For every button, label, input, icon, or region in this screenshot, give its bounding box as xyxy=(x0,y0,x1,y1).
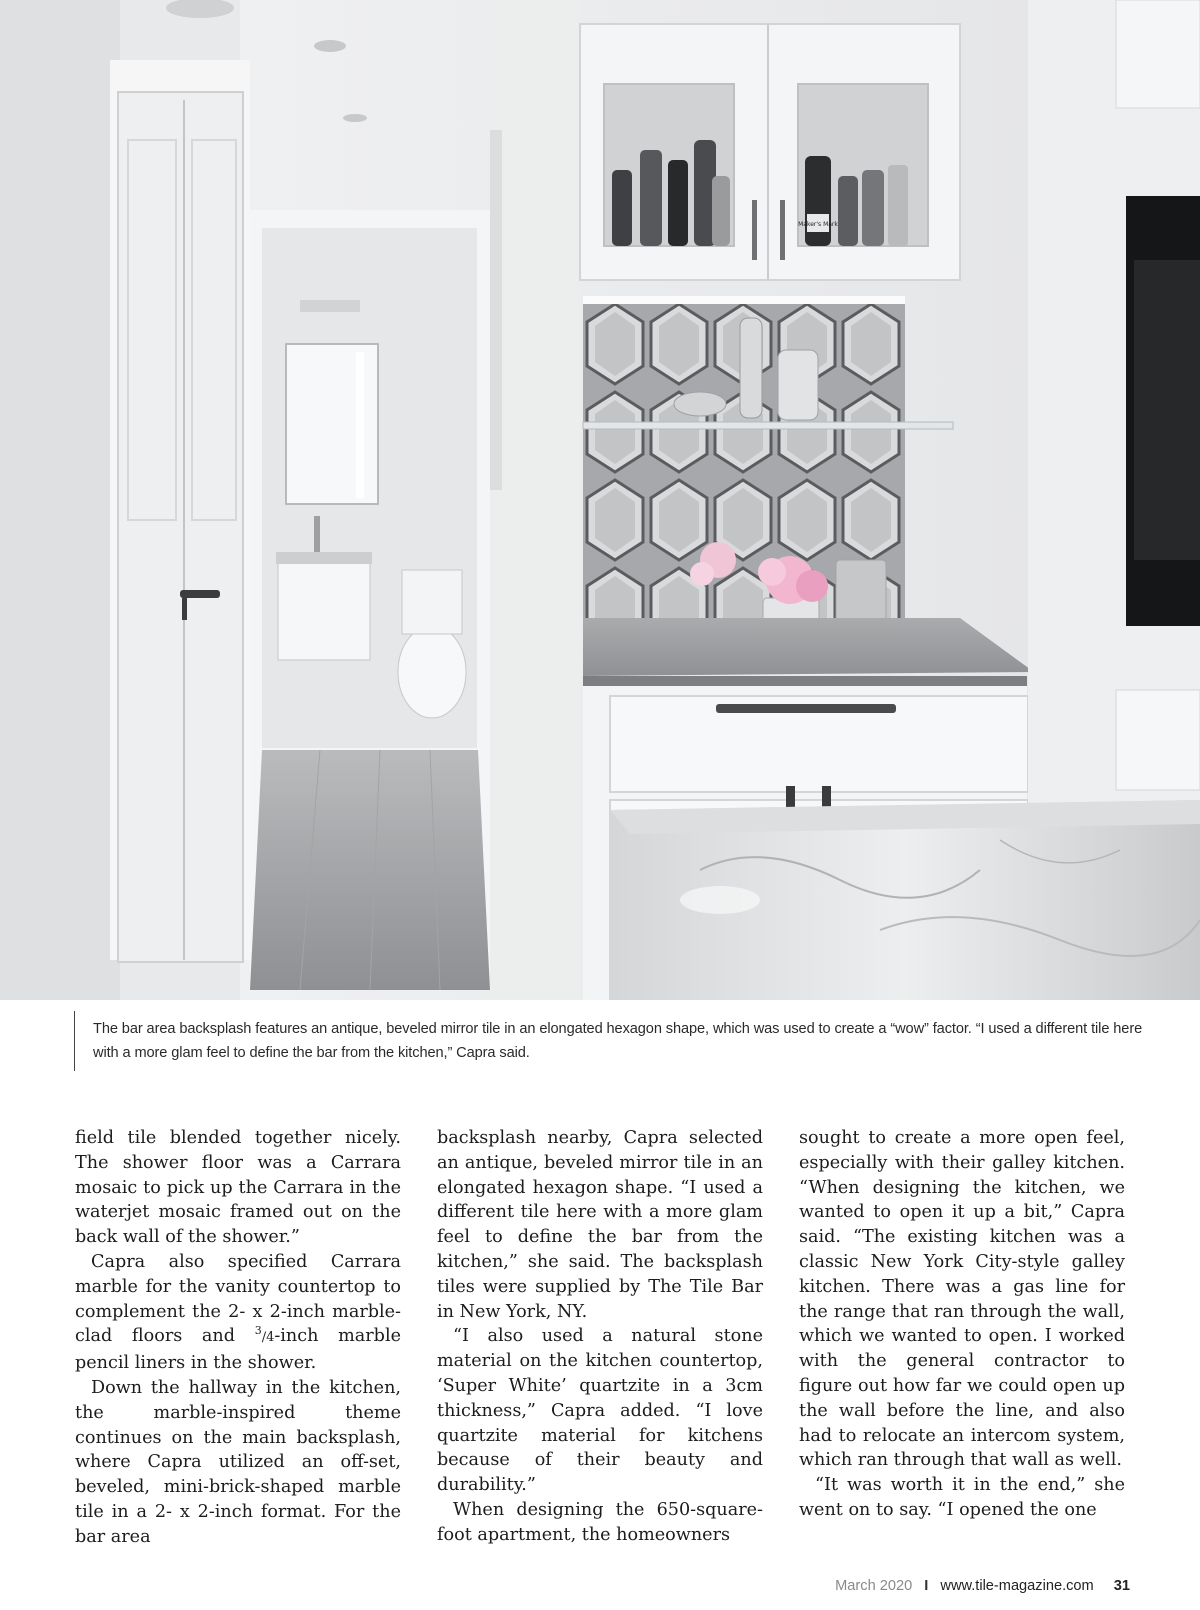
page-footer xyxy=(835,1578,1130,1594)
paragraph-text: -inch marble pencil liners in the shower. xyxy=(75,1326,401,1374)
bottle-label: Maker's Mark xyxy=(798,221,838,228)
issue-date: March 2020 xyxy=(835,1578,913,1594)
paragraph: Down the hallway in the kitchen, the marble-inspired theme continues on the main backsplash, where Capra utilized an off-set, beveled, mini-brick-shaped marble tile in a 2- x 2-inch format. For the bar area xyxy=(75,1377,401,1547)
paragraph-text: Capra also specified Carrara marble for the vanity countertop to complement the 2- x 2-inch marble-clad floors and xyxy=(75,1251,401,1347)
article-column-3 xyxy=(799,1126,1125,1523)
paragraph: backsplash nearby, Capra selected an antique, beveled mirror tile in an elongated hexagon shape. “I used a different tile here with a more glam feel to define the bar from the kitchen,” she said. The backsplash tiles were supplied by The Tile Bar in New York, NY. xyxy=(437,1128,763,1322)
article-column-1 xyxy=(75,1126,401,1550)
paragraph: When designing the 650-square-foot apartment, the homeowners xyxy=(437,1499,763,1545)
page-number: 31 xyxy=(1113,1578,1130,1594)
article-column-2 xyxy=(437,1126,763,1548)
fraction-numerator: 3 xyxy=(254,1324,262,1338)
paragraph: field tile blended together nicely. The shower floor was a Carrara mosaic to pick up the Carrara in the waterjet mosaic framed out on the back wall of the shower.” xyxy=(75,1128,401,1248)
footer-separator: I xyxy=(924,1578,929,1594)
paragraph: “It was worth it in the end,” she went on to say. “I opened the one xyxy=(799,1475,1125,1520)
photo-caption: The bar area backsplash features an antique, beveled mirror tile in an elongated hexagon shape, which was used to create a “wow” factor. “I used a different tile here with a more glam feel to define the bar from the kitchen,” Capra said. xyxy=(74,1011,1143,1071)
paragraph: “I also used a natural stone material on the kitchen countertop, ‘Super White’ quartzite in a 3cm thickness,” Capra added. “I love quartzite material for kitchens because of their beauty and durability.” xyxy=(437,1326,763,1496)
paragraph: sought to create a more open feel, especially with their galley kitchen. “When designing the kitchen, we wanted to open it up a bit,” Capra said. “The existing kitchen was a classic New York City-style galley kitchen. There was a gas line for the range that ran through the wall, which we wanted to open. I worked with the general contractor to figure out how far we could open up the wall before the line, and also had to relocate an intercom system, which ran through that wall as well. xyxy=(799,1128,1125,1471)
fraction-denominator: /4 xyxy=(261,1330,275,1346)
website-link[interactable]: www.tile-magazine.com xyxy=(940,1578,1094,1594)
paragraph xyxy=(75,1250,401,1376)
